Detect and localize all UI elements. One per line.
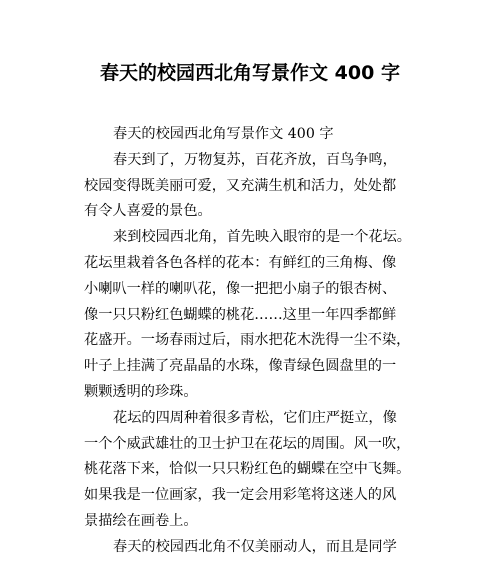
- text-line: 如果我是一位画家，我一定会用彩笔将这迷人的风: [84, 487, 397, 504]
- text-line: 花盛开。一场春雨过后，雨水把花木洗得一尘不染，: [84, 332, 411, 349]
- text-line: 花坛里栽着各色各样的花本：有鲜红的三角梅、像: [84, 254, 397, 271]
- text-line: 春天的校园西北角写景作文 400 字: [113, 126, 334, 142]
- text-line: 春天的校园西北角不仅美丽动人，而且是同学: [113, 538, 397, 555]
- document-body: [84, 122, 430, 561]
- text-line: 颗颗透明的珍珠。: [84, 383, 198, 400]
- text-line: 花坛的四周种着很多青松，它们庄严挺立，像: [113, 409, 397, 426]
- text-line: 景描绘在画卷上。: [84, 512, 198, 529]
- text-line: 春天到了，万物复苏，百花齐放，百鸟争鸣，: [113, 151, 397, 168]
- text-line: 小喇叭一样的喇叭花，像一把把小扇子的银杏树、: [84, 280, 397, 297]
- text-line: 一个个威武雄壮的卫士护卫在花坛的周围。风一吹，: [84, 435, 411, 452]
- text-line: 有令人喜爱的景色。: [84, 203, 212, 220]
- text-line: 来到校园西北角，首先映入眼帘的是一个花坛。: [113, 229, 411, 246]
- text-line: 像一只只粉红色蝴蝶的桃花……这里一年四季都鲜: [84, 306, 397, 323]
- document-title: 春天的校园西北角写景作文 400 字: [100, 62, 400, 84]
- text-line: 校园变得既美丽可爱，又充满生机和活力，处处都: [84, 177, 397, 194]
- text-line: 桃花落下来，恰似一只只粉红色的蝴蝶在空中飞舞。: [84, 461, 411, 478]
- text-line: 叶子上挂满了亮晶晶的水珠，像青绿色圆盘里的一: [84, 358, 397, 375]
